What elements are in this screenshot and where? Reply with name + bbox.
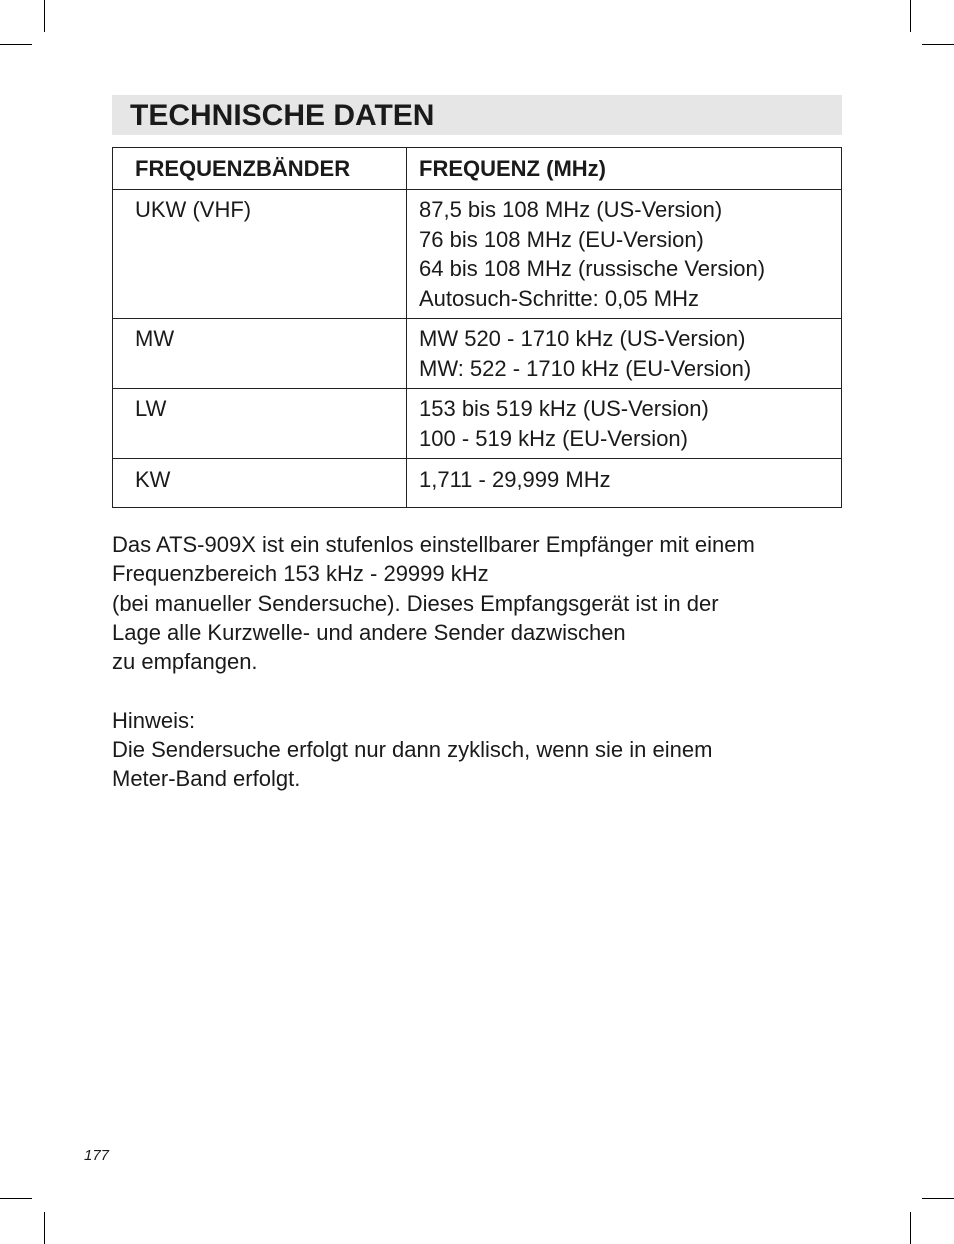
- crop-mark: [910, 0, 911, 32]
- column-header-frequency: FREQUENZ (MHz): [407, 148, 842, 190]
- paragraph-spacer: [112, 676, 842, 705]
- description-line: (bei manueller Sendersuche). Dieses Empfangsgerät ist in der: [112, 590, 719, 616]
- frequency-cell: [407, 459, 842, 508]
- frequency-line: 100 - 519 kHz (EU-Version): [419, 425, 688, 451]
- note-line: Die Sendersuche erfolgt nur dann zyklisch, wenn sie in einem: [112, 737, 713, 763]
- frequency-line: 87,5 bis 108 MHz (US-Version): [419, 197, 723, 222]
- frequency-line: MW: 522 - 1710 kHz (EU-Version): [419, 355, 752, 381]
- crop-mark: [910, 1212, 911, 1244]
- description-block: [112, 530, 842, 794]
- crop-mark: [922, 1198, 954, 1199]
- crop-mark: [922, 44, 954, 45]
- frequency-line: 76 bis 108 MHz (EU-Version): [419, 226, 704, 252]
- page-number: 177: [84, 1147, 110, 1164]
- table-header-row: [113, 148, 842, 190]
- band-cell: LW: [113, 389, 407, 459]
- table-row: [113, 459, 842, 508]
- crop-mark: [44, 0, 45, 32]
- frequency-line: MW 520 - 1710 kHz (US-Version): [419, 326, 746, 351]
- crop-mark: [44, 1212, 45, 1244]
- column-header-bands: FREQUENZBÄNDER: [113, 148, 407, 190]
- frequency-cell: [407, 190, 842, 319]
- table-row: [113, 190, 842, 319]
- frequency-line: 1,711 - 29,999 MHz: [419, 467, 611, 492]
- band-cell: UKW (VHF): [113, 190, 407, 319]
- crop-mark: [0, 44, 32, 45]
- table-row: [113, 389, 842, 459]
- section-title: TECHNISCHE DATEN: [130, 99, 435, 132]
- frequency-cell: [407, 389, 842, 459]
- description-line: Das ATS-909X ist ein stufenlos einstellbarer Empfänger mit einem: [112, 532, 755, 557]
- description-line: Frequenzbereich 153 kHz - 29999 kHz: [112, 561, 489, 587]
- frequency-line: Autosuch-Schritte: 0,05 MHz: [419, 285, 700, 311]
- section-header: [112, 95, 842, 135]
- description-line: zu empfangen.: [112, 649, 258, 675]
- frequency-cell: [407, 319, 842, 389]
- band-cell: MW: [113, 319, 407, 389]
- crop-mark: [0, 1198, 32, 1199]
- band-cell: KW: [113, 459, 407, 508]
- frequency-line: 64 bis 108 MHz (russische Version): [419, 256, 766, 281]
- description-line: Lage alle Kurzwelle- und andere Sender dazwischen: [112, 619, 626, 645]
- table-row: [113, 319, 842, 389]
- frequency-line: 153 bis 519 kHz (US-Version): [419, 396, 709, 421]
- note-line: Meter-Band erfolgt.: [112, 766, 301, 792]
- note-label: Hinweis:: [112, 707, 196, 733]
- spec-table: [112, 147, 842, 508]
